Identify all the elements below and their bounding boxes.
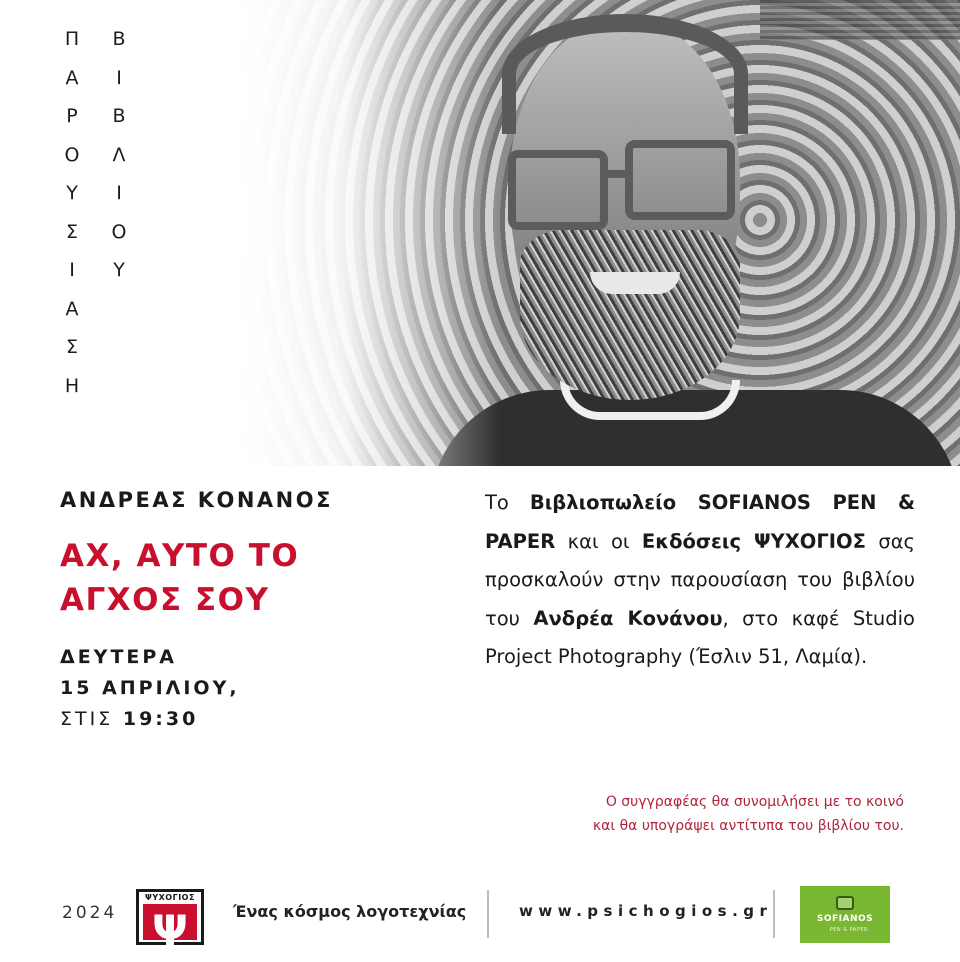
vertical-letter: Ο bbox=[111, 220, 127, 243]
book-title-line: ΑΓΧΟΣ ΣΟΥ bbox=[60, 582, 270, 618]
vertical-letter: Σ bbox=[65, 336, 78, 358]
logo-wordmark: ΨΥΧΟΓΙΟΣ bbox=[145, 893, 195, 902]
event-day: ΔΕΥΤΕΡΑ bbox=[60, 646, 178, 668]
footer-year: 2024 bbox=[62, 903, 118, 923]
vertical-title-book bbox=[107, 20, 131, 290]
signing-note bbox=[484, 790, 904, 838]
photo-beard bbox=[520, 230, 740, 400]
photo-smile bbox=[590, 272, 680, 294]
footer-divider bbox=[773, 890, 775, 938]
photo-hair bbox=[502, 14, 748, 134]
vertical-letter: Ρ bbox=[66, 105, 78, 127]
note-line: και θα υπογράψει αντίτυπα του βιβλίου του. bbox=[592, 818, 904, 834]
photo-fade-overlay bbox=[240, 0, 500, 466]
publisher-tagline: Ένας κόσμος λογοτεχνίας bbox=[233, 902, 467, 921]
window-shutters bbox=[760, 0, 960, 40]
vertical-letter: Β bbox=[112, 28, 126, 50]
vertical-letter: Π bbox=[64, 28, 80, 50]
invitation-description bbox=[485, 484, 915, 677]
book-icon bbox=[836, 896, 854, 910]
vertical-letter: Υ bbox=[66, 182, 78, 204]
logo-red-field bbox=[143, 904, 197, 955]
vertical-letter: Η bbox=[64, 374, 80, 397]
book-title-line: ΑΧ, ΑΥΤΟ ΤΟ bbox=[60, 538, 300, 574]
vertical-letter: Β bbox=[112, 105, 126, 127]
vertical-letter: Ι bbox=[69, 259, 75, 281]
glasses-icon bbox=[508, 150, 608, 230]
author-photo bbox=[240, 0, 960, 466]
glasses-bridge bbox=[602, 170, 628, 178]
footer-divider bbox=[487, 890, 489, 938]
desc-text: σας προσκαλούν στην παρουσίαση του βιβλίου του bbox=[485, 529, 915, 630]
publisher-website-link[interactable]: www.psichogios.gr bbox=[519, 902, 773, 920]
vertical-letter: Ι bbox=[116, 66, 122, 89]
sofianos-wordmark: SOFIANOS bbox=[816, 914, 874, 924]
event-datetime bbox=[60, 642, 240, 735]
vertical-letter: Σ bbox=[65, 220, 78, 243]
event-time: 19:30 bbox=[122, 708, 199, 730]
footer bbox=[0, 880, 960, 955]
desc-publisher: Εκδόσεις ΨΥΧΟΓΙΟΣ bbox=[641, 529, 866, 553]
vertical-letter: Α bbox=[65, 297, 79, 320]
vertical-letter: Λ bbox=[112, 143, 126, 166]
psi-symbol-icon: Ψ bbox=[152, 906, 188, 955]
event-time-line bbox=[60, 704, 240, 735]
vertical-letter: Υ bbox=[113, 259, 125, 281]
event-time-prefix: ΣΤΙΣ bbox=[60, 708, 114, 730]
book-title bbox=[60, 534, 299, 622]
desc-author: Ανδρέα Κονάνου bbox=[533, 606, 723, 630]
event-date: 15 ΑΠΡΙΛΙΟΥ, bbox=[60, 677, 240, 699]
desc-text: και οι bbox=[555, 529, 642, 553]
vertical-letter: Ι bbox=[116, 182, 122, 204]
desc-bookstore: Βιβλιοπωλείο SOFIANOS PEN & PAPER bbox=[485, 491, 915, 553]
sofianos-logo-icon bbox=[800, 886, 890, 943]
vertical-letter: Ο bbox=[64, 143, 80, 166]
psichogios-logo-icon bbox=[136, 889, 204, 955]
desc-text: Το bbox=[485, 491, 530, 514]
vertical-title-presentation bbox=[60, 20, 84, 405]
sofianos-subtitle: PEN & PAPER bbox=[829, 927, 868, 933]
glasses-icon bbox=[625, 140, 735, 220]
note-line: Ο συγγραφέας θα συνομιλήσει με το κοινό bbox=[605, 794, 904, 810]
author-name: ΑΝΔΡΕΑΣ ΚΟΝΑΝΟΣ bbox=[60, 488, 333, 512]
vertical-letter: Α bbox=[65, 66, 79, 89]
desc-venue: , στο καφέ Studio Project Photography (Έσλιν 51, Λαμία). bbox=[485, 606, 915, 668]
